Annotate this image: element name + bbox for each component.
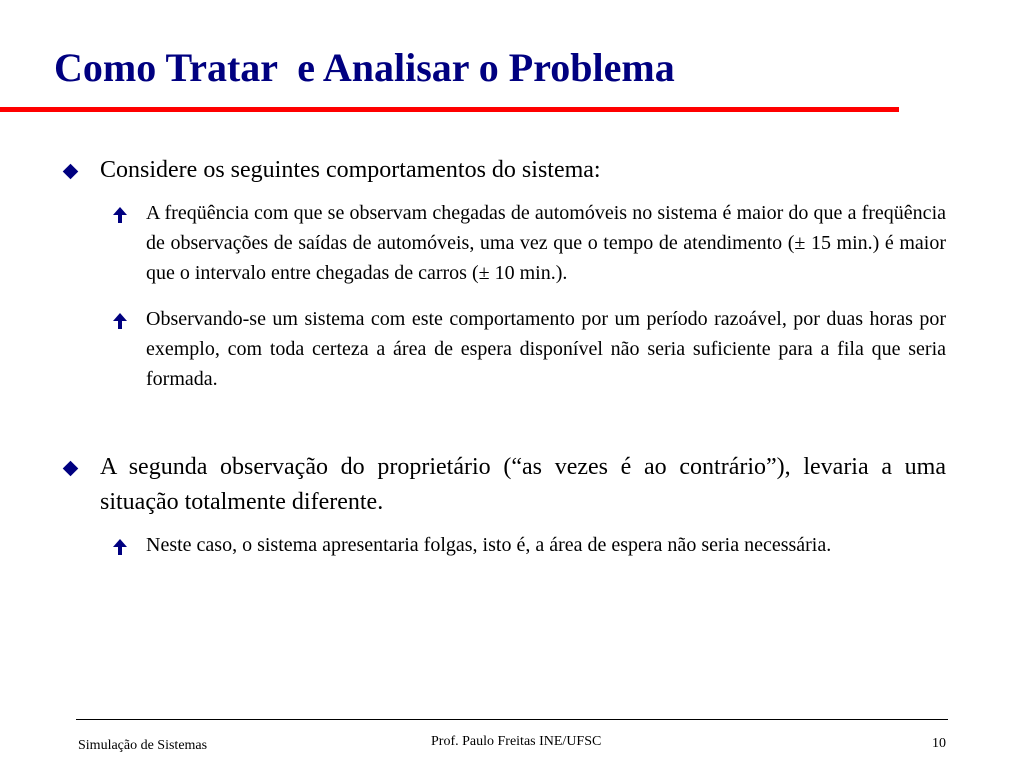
footer-course-name: Simulação de Sistemas: [78, 738, 208, 753]
arrow-up-bullet-icon: [112, 206, 128, 224]
sub-bullet-item: [146, 198, 946, 288]
sub-bullet-item: [146, 530, 946, 560]
title-underline: [0, 107, 899, 112]
arrow-up-bullet-icon: [112, 312, 128, 330]
footer-divider: [76, 719, 948, 720]
bullet-text: A segunda observação do proprietário (“as vezes é ao contrário”), levaria a uma situação totalmente diferente.: [100, 454, 946, 515]
sub-bullet-text: Neste caso, o sistema apresentaria folgas, isto é, a área de espera não seria necessária.: [146, 534, 832, 556]
arrow-up-bullet-icon: [112, 538, 128, 556]
page-number: 10: [932, 736, 946, 751]
sub-bullet-text: Observando-se um sistema com este comportamento por um período razoável, por duas horas por exemplo, com toda certeza a área de espera disponível não seria suficiente para a fila que seria formada.: [146, 308, 946, 390]
bullet-item: [62, 450, 946, 520]
diamond-bullet-icon: [63, 164, 79, 180]
sub-bullet-item: [146, 304, 946, 394]
footer-author: Prof. Paulo Freitas INE/UFSC: [431, 734, 602, 749]
bullet-text: Considere os seguintes comportamentos do sistema:: [100, 157, 601, 183]
diamond-bullet-icon: [63, 461, 79, 477]
bullet-item: [62, 153, 946, 188]
sub-bullet-text: A freqüência com que se observam chegadas de automóveis no sistema é maior do que a freqüência de observações de saídas de automóveis, uma vez que o tempo de atendimento (± 15 min.) é maior que o intervalo entre chegadas de carros (± 10 min.).: [146, 202, 946, 284]
slide-content: [62, 153, 946, 560]
slide-title: Como Tratar e Analisar o Problema: [54, 45, 675, 90]
